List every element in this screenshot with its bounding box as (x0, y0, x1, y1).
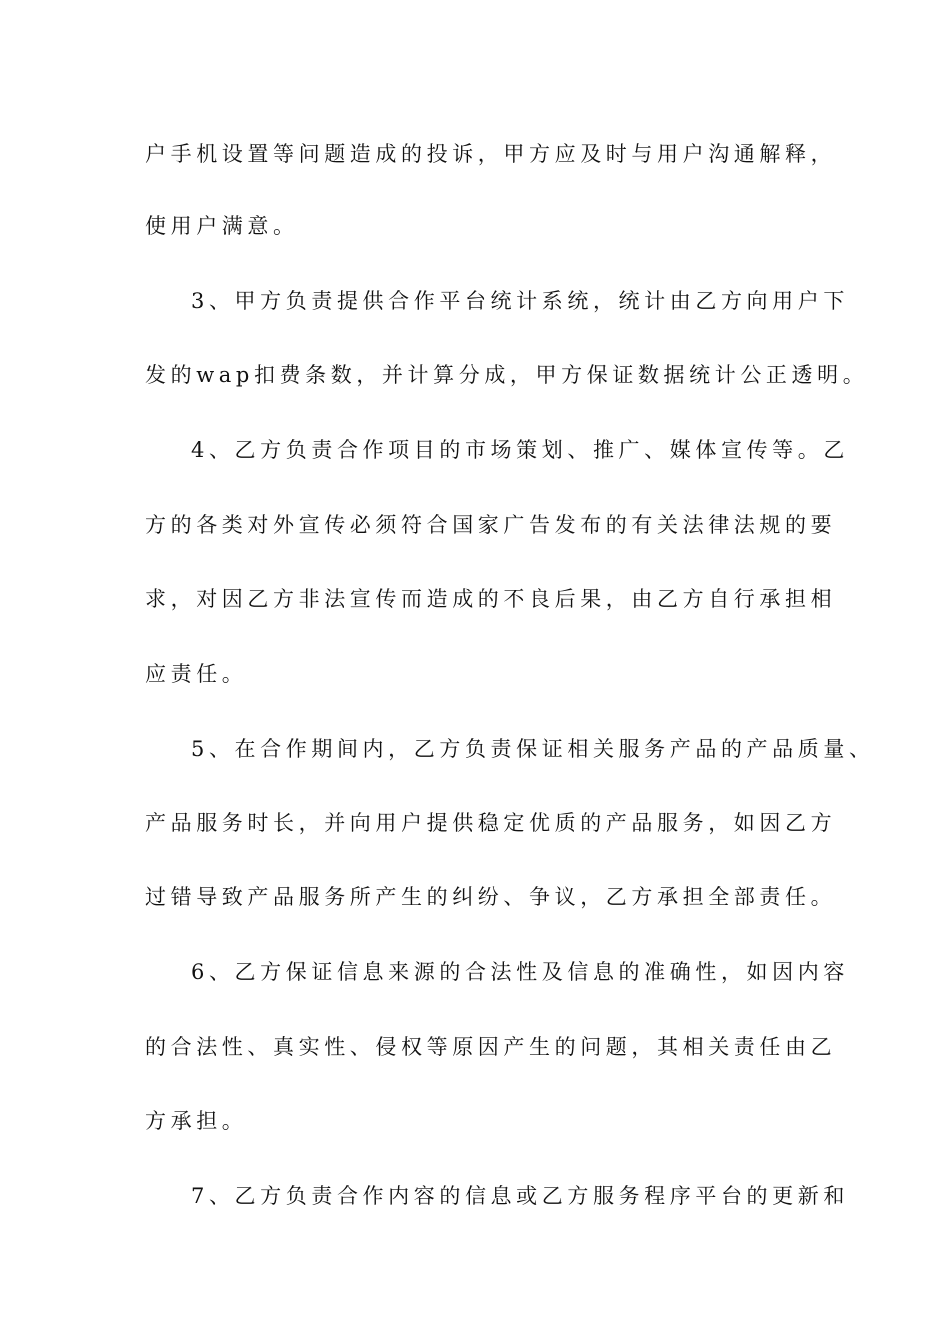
paragraph-5-start: 5、在合作期间内，乙方负责保证相关服务产品的产品质量、 (191, 737, 875, 761)
paragraph-3-start: 3、甲方负责提供合作平台统计系统，统计由乙方向用户下 (191, 289, 849, 313)
paragraph-7-start: 7、乙方负责合作内容的信息或乙方服务程序平台的更新和 (191, 1184, 849, 1208)
text-line: 产品服务时长，并向用户提供稳定优质的产品服务，如因乙方 (145, 811, 837, 835)
text-line: 的合法性、真实性、侵权等原因产生的问题，其相关责任由乙 (145, 1035, 837, 1059)
paragraph-6-start: 6、乙方保证信息来源的合法性及信息的准确性，如因内容 (191, 960, 849, 984)
text-line: 使用户满意。 (145, 214, 299, 238)
text-line: 发的wap扣费条数，并计算分成，甲方保证数据统计公正透明。 (145, 363, 869, 387)
text-line: 应责任。 (145, 662, 248, 686)
text-line: 过错导致产品服务所产生的纠纷、争议，乙方承担全部责任。 (145, 885, 837, 909)
text-line: 求，对因乙方非法宣传而造成的不良后果，由乙方自行承担相 (145, 587, 837, 611)
text-line: 方承担。 (145, 1109, 248, 1133)
text-line: 户手机设置等问题造成的投诉，甲方应及时与用户沟通解释， (145, 142, 837, 166)
paragraph-4-start: 4、乙方负责合作项目的市场策划、推广、媒体宣传等。乙 (191, 438, 849, 462)
text-line: 方的各类对外宣传必须符合国家广告发布的有关法律法规的要 (145, 513, 837, 537)
